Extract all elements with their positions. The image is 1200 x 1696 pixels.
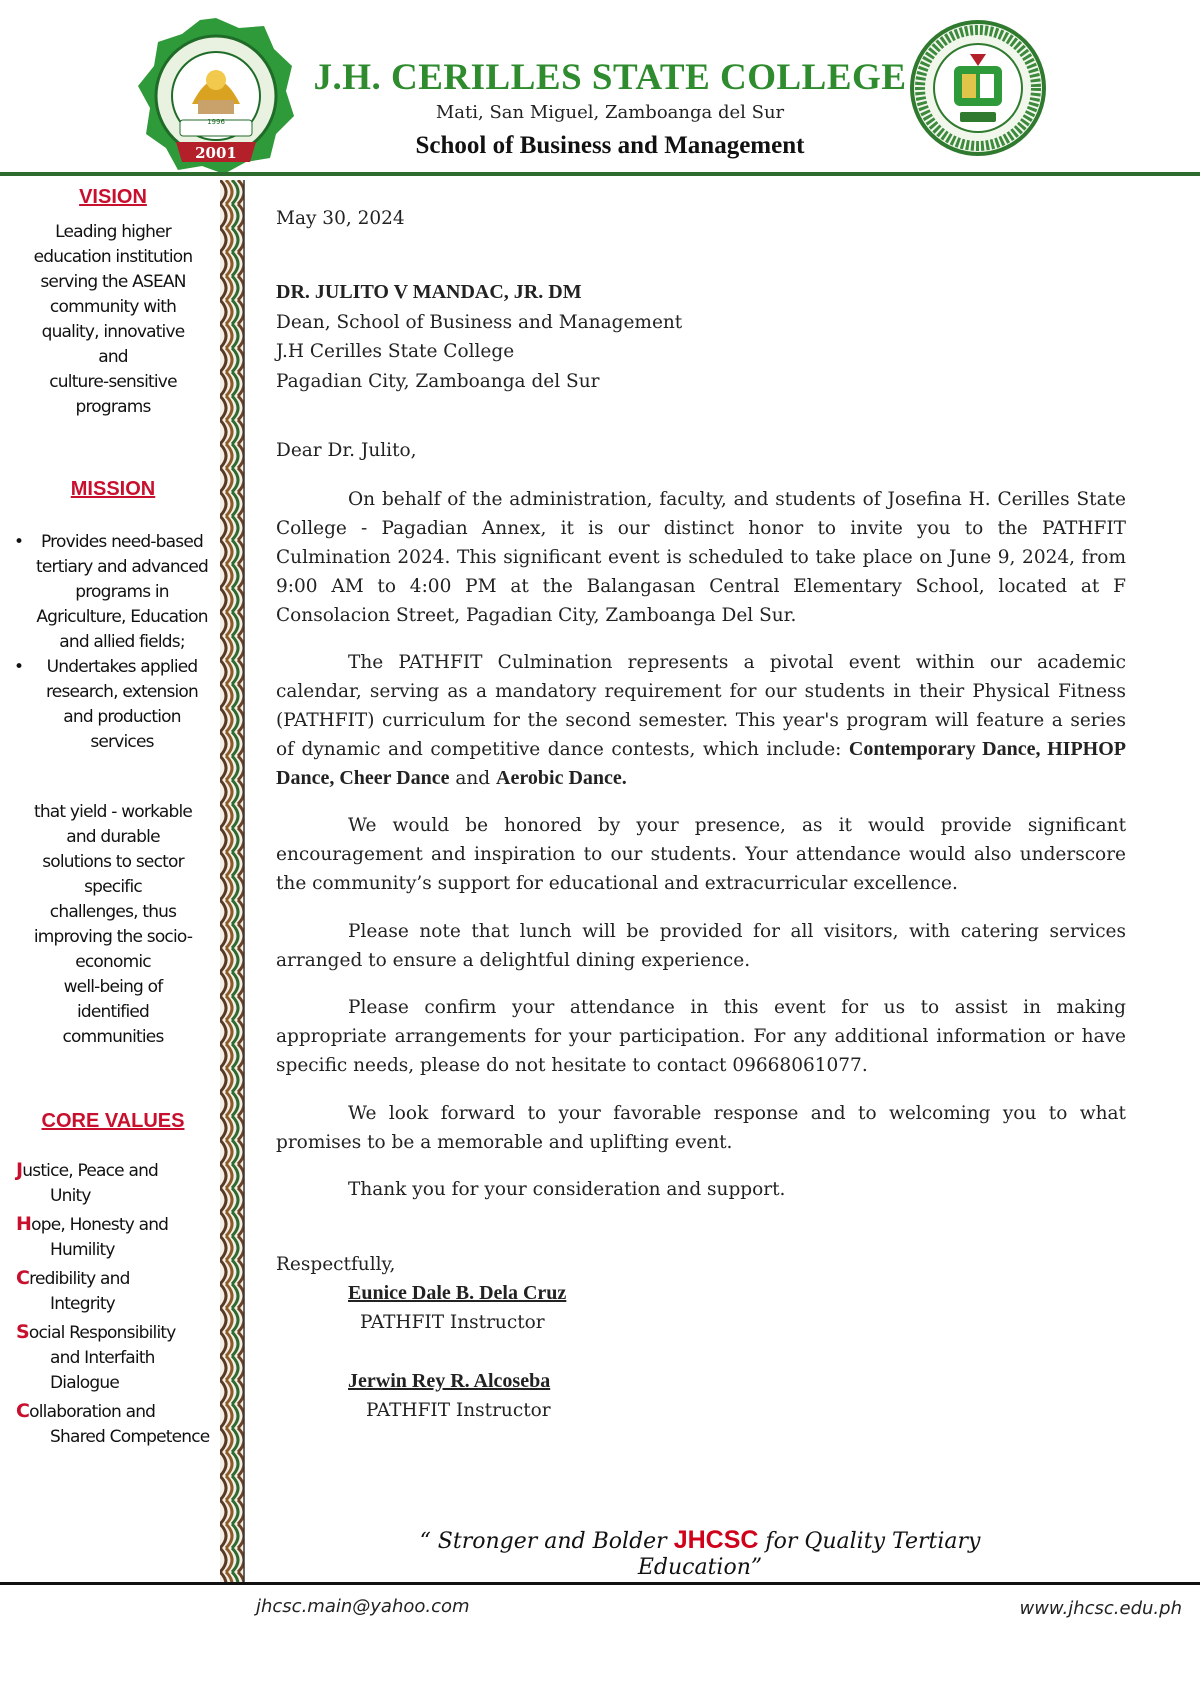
- core-values-list: [16, 1158, 216, 1453]
- mission-line: well-being of: [63, 977, 163, 997]
- dance-category-aerobic: Aerobic Dance.: [496, 767, 627, 789]
- mission-line: challenges, thus: [49, 902, 177, 922]
- motto-brand: JHCSC: [673, 1526, 759, 1554]
- mission-line: improving the socio-: [33, 927, 193, 947]
- mission-list: [12, 530, 214, 755]
- paragraph: We would be honored by your presence, as it would provide significant encouragement and inspiration to our students. Your attendance would also underscore the community’s support for educational and extracurricular excellence.: [276, 815, 1126, 894]
- paragraph-text: and: [449, 768, 497, 789]
- paragraph: Thank you for your consideration and support.: [348, 1179, 786, 1200]
- mission-line: communities: [62, 1027, 164, 1047]
- vision-line: serving the ASEAN: [40, 272, 186, 292]
- logo-year-top: 1996: [207, 118, 225, 126]
- core-value-item: [16, 1158, 216, 1209]
- motto-text: for Quality Tertiary Education”: [637, 1529, 981, 1580]
- college-seal-logo: [136, 16, 296, 176]
- rope-divider: [218, 180, 246, 1584]
- signature-block: [276, 1250, 566, 1425]
- vision-line: quality, innovative: [41, 322, 185, 342]
- vision-heading: VISION: [79, 186, 147, 208]
- core-value-item: [16, 1399, 216, 1450]
- recipient-address: Pagadian City, Zamboanga del Sur: [276, 370, 600, 392]
- core-value-initial: C: [16, 1267, 30, 1289]
- header-divider: [0, 172, 1200, 176]
- school-name: School of Business and Management: [415, 132, 805, 159]
- core-value-item: [16, 1320, 216, 1396]
- core-value-text: ocial Responsibility: [28, 1323, 176, 1343]
- mission-line: economic: [75, 952, 151, 972]
- core-value-cont: Humility: [50, 1240, 115, 1260]
- core-value-cont: and Interfaith Dialogue: [50, 1348, 155, 1393]
- motto-text: “ Stronger and Bolder: [419, 1529, 674, 1554]
- logo-year-bottom: 2001: [195, 144, 237, 162]
- recipient-name: DR. JULITO V MANDAC, JR. DM: [276, 281, 582, 303]
- core-value-text: ustice, Peace and: [22, 1161, 159, 1181]
- sidebar: [0, 180, 220, 1580]
- signatory-title: PATHFIT Instructor: [360, 1312, 545, 1333]
- core-value-initial: H: [16, 1213, 32, 1235]
- mission-item: • Undertakes applied research, extension and production services: [12, 655, 214, 755]
- closing: Respectfully,: [276, 1254, 396, 1275]
- vision-line: Leading higher: [55, 222, 171, 242]
- college-motto: [380, 1526, 1020, 1580]
- core-value-cont: Shared Competence: [50, 1427, 210, 1447]
- paragraph: On behalf of the administration, faculty, and students of Josefina H. Cerilles State College - Pagadian Annex, it is our distinct honor to invite you to the PATHFIT Culmination 2024. This significant event is scheduled to take place on June 9, 2024, from 9:00 AM to 4:00 PM at the Balangasan Central Elementary School, located at F Consolacion Street, Pagadian City, Zamboanga Del Sur.: [276, 489, 1126, 626]
- paragraph: [276, 648, 1126, 793]
- core-value-cont: Unity: [50, 1186, 91, 1206]
- mission-heading: MISSION: [70, 478, 156, 500]
- vision-text: [12, 220, 214, 420]
- mission-item: • Provides need-based tertiary and advanced programs in Agriculture, Education and allied fields;: [12, 530, 214, 655]
- letterhead: [0, 0, 1200, 178]
- core-value-text: redibility and: [29, 1269, 130, 1289]
- footer-email[interactable]: jhcsc.main@yahoo.com: [256, 1596, 470, 1617]
- paragraph: We look forward to your favorable response and to welcoming you to what promises to be a memorable and uplifting event.: [276, 1103, 1126, 1153]
- signatory-name: Eunice Dale B. Dela Cruz: [348, 1282, 567, 1304]
- core-value-text: ollaboration and: [29, 1402, 156, 1422]
- mission-line: specific: [84, 877, 142, 897]
- core-value-initial: J: [16, 1159, 23, 1181]
- core-values-heading: CORE VALUES: [41, 1110, 185, 1132]
- core-value-initial: C: [16, 1400, 30, 1422]
- mission-line: solutions to sector: [42, 852, 184, 872]
- vision-line: and: [98, 347, 128, 367]
- mission-continuation: [12, 800, 214, 1050]
- salutation: Dear Dr. Julito,: [276, 440, 417, 461]
- footer-website[interactable]: www.jhcsc.edu.ph: [1019, 1598, 1182, 1619]
- mission-line: that yield - workable: [33, 802, 193, 822]
- signatory-title: PATHFIT Instructor: [366, 1400, 551, 1421]
- core-value-cont: Integrity: [50, 1294, 115, 1314]
- college-address: Mati, San Miguel, Zamboanga del Sur: [435, 102, 785, 123]
- paragraph-text: The PATHFIT Culmination represents a pivotal event within our academic calendar, serving as a mandatory requirement for our students in their Physical Fitness (PATHFIT) curriculum for the second semester. This year's program will feature a series of dynamic and competitive dance contests, which include:: [276, 652, 1126, 760]
- footer-divider: [0, 1582, 1200, 1585]
- core-value-initial: S: [16, 1321, 29, 1343]
- core-value-item: [16, 1266, 216, 1317]
- vision-line: education institution: [33, 247, 193, 267]
- mission-line: and durable: [66, 827, 160, 847]
- mission-line: identified: [76, 1002, 150, 1022]
- vision-line: programs: [75, 397, 151, 417]
- vision-line: culture-sensitive: [49, 372, 177, 392]
- letter-date: May 30, 2024: [276, 208, 405, 229]
- recipient-title: Dean, School of Business and Management: [276, 311, 683, 333]
- vision-line: community with: [49, 297, 177, 317]
- school-seal-logo: [910, 20, 1046, 156]
- college-name: J.H. CERILLES STATE COLLEGE: [313, 57, 907, 98]
- core-value-text: ope, Honesty and: [31, 1215, 169, 1235]
- dance-categories: Contemporary Dance, HIPHOP Dance, Cheer Dance: [276, 738, 1126, 789]
- paragraph: Please note that lunch will be provided for all visitors, with catering services arranged to ensure a delightful dining experience.: [276, 921, 1126, 971]
- recipient-block: [276, 278, 682, 396]
- recipient-org: J.H Cerilles State College: [276, 341, 515, 362]
- paragraph: Please confirm your attendance in this event for us to assist in making appropriate arrangements for your participation. For any additional information or have specific needs, please do not hesitate to contact 09668061077.: [276, 997, 1126, 1076]
- core-value-item: [16, 1212, 216, 1263]
- signatory-name: Jerwin Rey R. Alcoseba: [348, 1370, 551, 1392]
